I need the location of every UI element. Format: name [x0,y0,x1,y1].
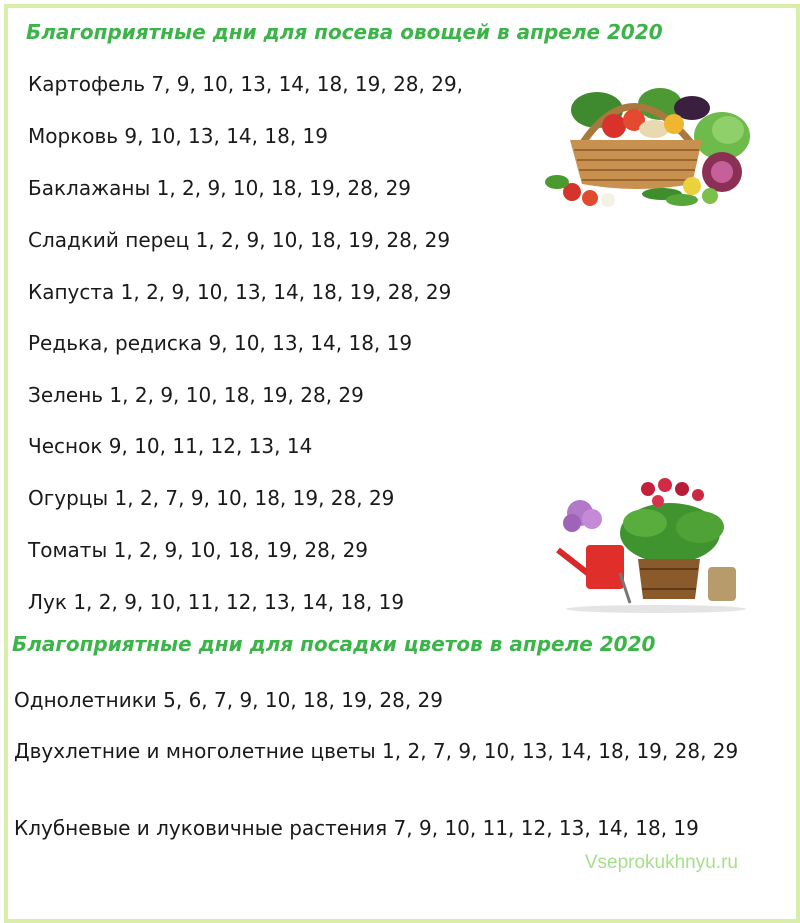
site-watermark: Vseprokukhnyu.ru [584,852,738,873]
flowers-heading: Благоприятные дни для посадки цветов в апреле 2020 [12,632,656,656]
vegetable-line-tomato: Томаты 1, 2, 9, 10, 18, 19, 28, 29 [28,538,369,562]
vegetable-line-carrot: Морковь 9, 10, 13, 14, 18, 19 [28,124,328,148]
vegetable-line-cucumber: Огурцы 1, 2, 7, 9, 10, 18, 19, 28, 29 [28,486,395,510]
vegetable-line-cabbage: Капуста 1, 2, 9, 10, 13, 14, 18, 19, 28, 29 [28,280,452,304]
vegetable-line-greens: Зелень 1, 2, 9, 10, 18, 19, 28, 29 [28,383,364,407]
vegetable-line-garlic: Чеснок 9, 10, 11, 12, 13, 14 [28,434,313,458]
flower-line-perennials: Двухлетние и многолетние цветы 1, 2, 7, 9, 10, 13, 14, 18, 19, 28, 29 [14,739,739,763]
vegetable-basket-image [542,74,752,214]
flower-line-annuals: Однолетники 5, 6, 7, 9, 10, 18, 19, 28, 29 [14,688,443,712]
vegetable-line-sweet-pepper: Сладкий перец 1, 2, 9, 10, 18, 19, 28, 29 [28,228,451,252]
potted-flowers-image [550,475,762,615]
vegetable-line-onion: Лук 1, 2, 9, 10, 11, 12, 13, 14, 18, 19 [28,590,405,614]
vegetables-heading: Благоприятные дни для посева овощей в апреле 2020 [26,20,663,44]
vegetable-line-radish: Редька, редиска 9, 10, 13, 14, 18, 19 [28,331,413,355]
vegetable-line-potato: Картофель 7, 9, 10, 13, 14, 18, 19, 28, 29, [28,72,464,96]
flower-line-bulbs: Клубневые и луковичные растения 7, 9, 10, 11, 12, 13, 14, 18, 19 [14,816,699,840]
vegetable-line-eggplant: Баклажаны 1, 2, 9, 10, 18, 19, 28, 29 [28,176,412,200]
